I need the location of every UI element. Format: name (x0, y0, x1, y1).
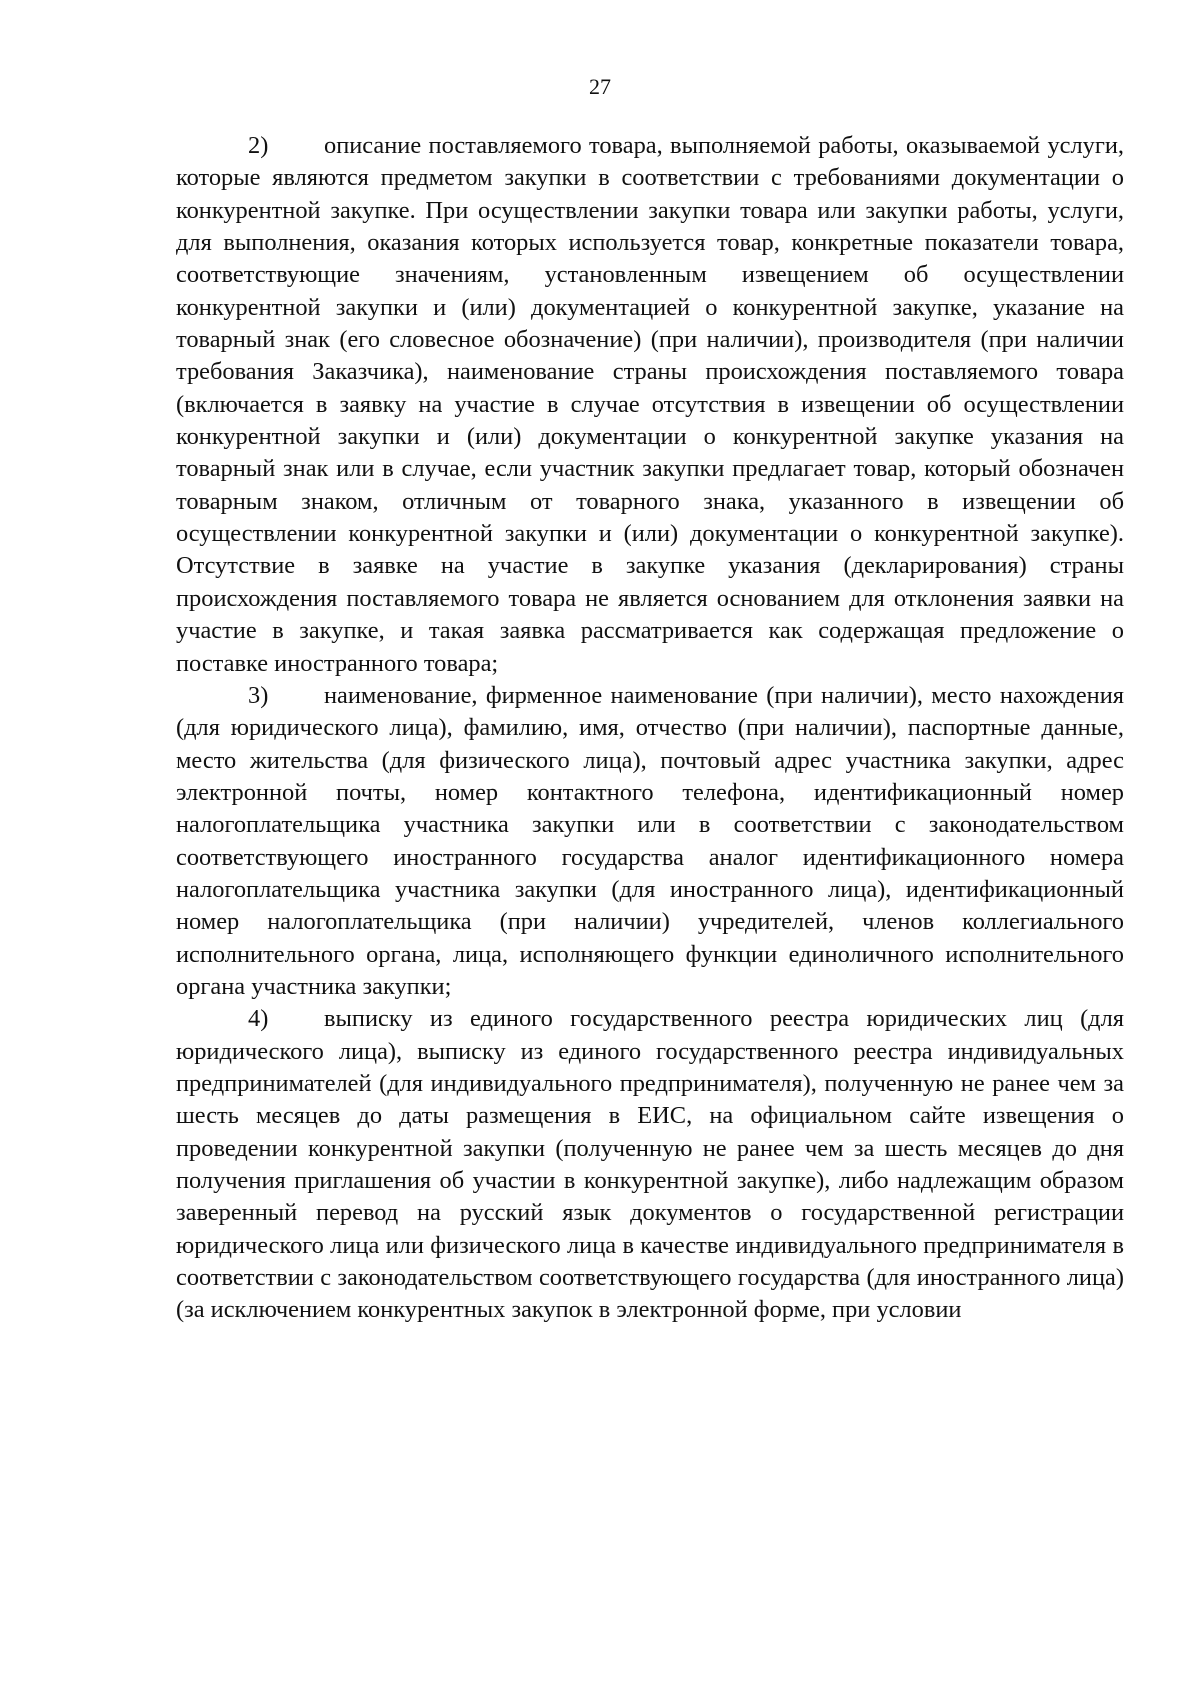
page-number: 27 (589, 74, 611, 99)
paragraph-number: 4) (248, 1005, 269, 1033)
paragraph-number: 2) (248, 132, 269, 159)
paragraph-item-3 (176, 680, 1124, 1003)
document-body (176, 130, 1124, 1327)
paragraph-number: 3) (248, 681, 269, 709)
paragraph-item-2 (176, 130, 1124, 680)
paragraph-item-4 (176, 1003, 1124, 1326)
paragraph-text: наименование, фирменное наименование (при наличии), место нахождения (для юридического лица), фамилию, имя, отчество (при наличии), паспортные данные, место жительства (для физического лица), почтовый адрес участника закупки, адрес электронной почты, номер контактного телефона, идентификационный номер налогоплательщика участника закупки или в соответствии с законодательством соответствующего иностранного государства аналог идентификационного номера налогоплательщика участника закупки (для иностранного лица), идентификационный номер налогоплательщика (при наличии) учредителей, членов коллегиального исполнительного органа, лица, исполняющего функции единоличного исполнительного органа участника закупки; (176, 681, 1124, 1000)
paragraph-text: выписку из единого государственного реестра юридических лиц (для юридического лица), выписку из единого государственного реестра индивидуальных предпринимателей (для индивидуального предпринимателя), полученную не ранее чем за шесть месяцев до даты размещения в ЕИС, на официальном сайте извещения о проведении конкурентной закупки (полученную не ранее чем за шесть месяцев до дня получения приглашения об участии в конкурентной закупке), либо надлежащим образом заверенный перевод на русский язык документов о государственной регистрации юридического лица или физического лица в качестве индивидуального предпринимателя в соответствии с законодательством соответствующего государства (для иностранного лица) (за исключением конкурентных закупок в электронной форме, при условии (176, 1005, 1124, 1324)
paragraph-text: описание поставляемого товара, выполняемой работы, оказываемой услуги, которые являются предметом закупки в соответствии с требованиями документации о конкурентной закупке. При осуществлении закупки товара или закупки работы, услуги, для выполнения, оказания которых используется товар, конкретные показатели товара, соответствующие значениям, установленным извещением об осуществлении конкурентной закупки и (или) документацией о конкурентной закупке, указание на товарный знак (его словесное обозначение) (при наличии), производителя (при наличии требования Заказчика), наименование страны происхождения поставляемого товара (включается в заявку на участие в случае отсутствия в извещении об осуществлении конкурентной закупки и (или) документации о конкурентной закупке указания на товарный знак или в случае, если участник закупки предлагает товар, который обозначен товарным знаком, отличным от товарного знака, указанного в извещении об осуществлении конкурентной закупки и (или) документации о конкурентной закупке). Отсутствие в заявке на участие в закупке указания (декларирования) страны происхождения поставляемого товара не является основанием для отклонения заявки на участие в закупке, и такая заявка рассматривается как содержащая предложение о поставке иностранного товара; (176, 132, 1124, 677)
